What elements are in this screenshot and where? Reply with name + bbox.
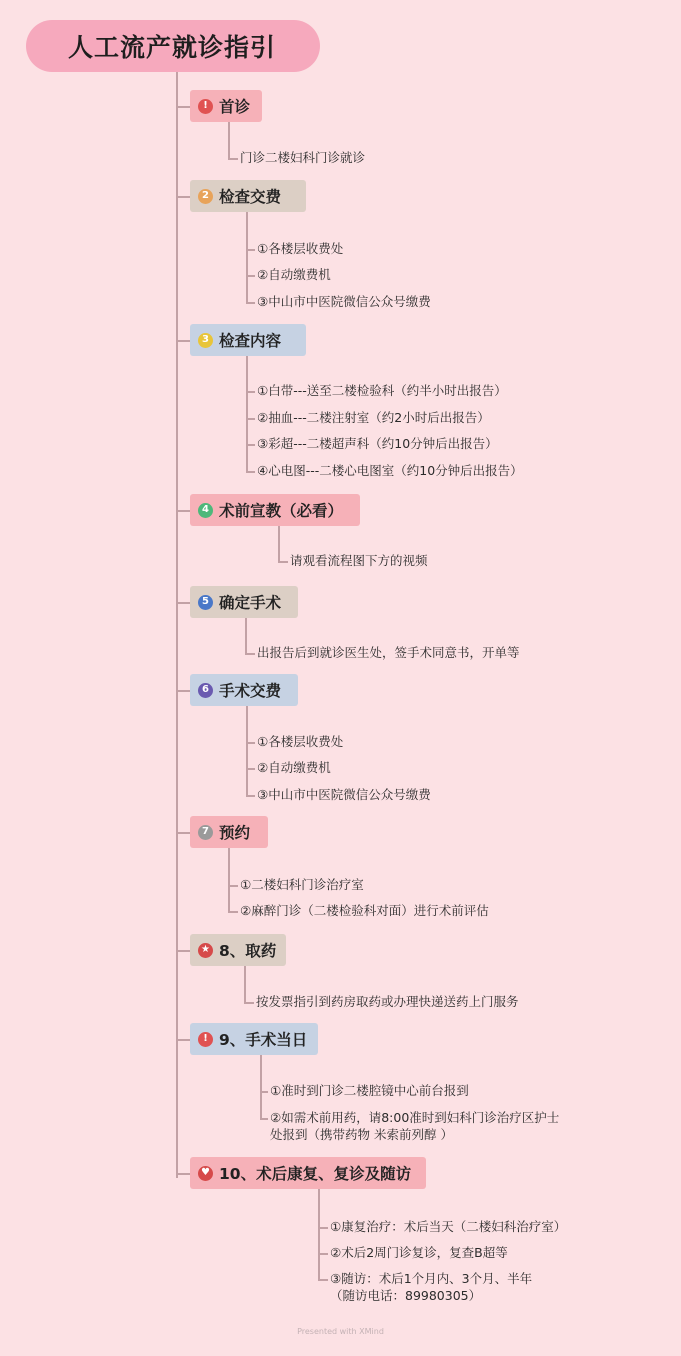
step-item: ②术后2周门诊复诊，复查B超等: [330, 1245, 508, 1260]
item-connector: [228, 848, 230, 911]
branch-connector: [176, 196, 190, 198]
item-branch: [246, 768, 255, 770]
step-item: ③彩超---二楼超声科（约10分钟后出报告）: [257, 436, 498, 451]
step-item: ④心电图---二楼心电图室（约10分钟后出报告）: [257, 463, 523, 478]
branch-connector: [176, 340, 190, 342]
footer-watermark: Presented with XMind: [297, 1327, 384, 1336]
item-connector: [278, 526, 280, 561]
branch-connector: [176, 602, 190, 604]
step-header-4[interactable]: [190, 494, 360, 526]
step-item: ③中山市中医院微信公众号缴费: [257, 294, 431, 309]
item-branch: [246, 444, 255, 446]
branch-connector: [176, 1039, 190, 1041]
step-title: 预约: [219, 824, 251, 842]
step-item: 出报告后到就诊医生处，签手术同意书，开单等: [257, 645, 520, 660]
step-title: 10、术后康复、复诊及随访: [219, 1165, 412, 1183]
step-item: ②自动缴费机: [257, 760, 331, 775]
item-connector: [246, 706, 248, 795]
item-branch: [246, 302, 255, 304]
step-title: 手术交费: [219, 682, 282, 700]
step-number-icon: 4: [198, 503, 213, 518]
step-number-icon: 7: [198, 825, 213, 840]
step-item: （随访电话：89980305）: [330, 1288, 482, 1303]
step-title: 8、取药: [219, 942, 277, 960]
title-banner: [26, 20, 320, 72]
step-item: 请观看流程图下方的视频: [290, 553, 428, 568]
item-branch: [245, 653, 255, 655]
step-header-2[interactable]: [190, 180, 306, 212]
step-item: ②自动缴费机: [257, 267, 331, 282]
item-branch: [318, 1253, 328, 1255]
item-branch: [246, 391, 255, 393]
item-branch: [246, 471, 255, 473]
item-connector: [246, 212, 248, 302]
step-title: 术前宣教（必看）: [219, 502, 344, 520]
step-number-icon: 2: [198, 189, 213, 204]
step-item: ②抽血---二楼注射室（约2小时后出报告）: [257, 410, 490, 425]
branch-connector: [176, 950, 190, 952]
branch-connector: [176, 1173, 190, 1175]
item-branch: [246, 418, 255, 420]
item-connector: [244, 966, 246, 1002]
step-number-icon: ♥: [198, 1166, 213, 1181]
step-header-1[interactable]: [190, 90, 262, 122]
step-number-icon: 6: [198, 683, 213, 698]
step-header-3[interactable]: [190, 324, 306, 356]
item-branch: [260, 1118, 268, 1120]
step-number-icon: ★: [198, 943, 213, 958]
step-header-6[interactable]: [190, 674, 298, 706]
step-item: ①康复治疗：术后当天（二楼妇科治疗室）: [330, 1219, 567, 1234]
item-branch: [228, 158, 238, 160]
item-connector: [260, 1055, 262, 1118]
item-connector: [228, 122, 230, 158]
step-number-icon: !: [198, 1032, 213, 1047]
branch-connector: [176, 106, 190, 108]
item-branch: [318, 1279, 328, 1281]
item-branch: [244, 1002, 254, 1004]
branch-connector: [176, 510, 190, 512]
step-title: 确定手术: [219, 594, 282, 612]
step-item: ①准时到门诊二楼腔镜中心前台报到: [270, 1083, 469, 1098]
item-connector: [318, 1189, 320, 1279]
step-header-10[interactable]: [190, 1157, 426, 1189]
step-number-icon: 3: [198, 333, 213, 348]
step-item: ③随访：术后1个月内、3个月、半年: [330, 1271, 533, 1286]
step-title: 首诊: [219, 98, 251, 116]
step-item: ②麻醉门诊（二楼检验科对面）进行术前评估: [240, 903, 489, 918]
item-branch: [278, 561, 288, 563]
step-header-7[interactable]: [190, 816, 268, 848]
step-title: 检查交费: [219, 188, 282, 206]
item-connector: [245, 618, 247, 653]
item-branch: [246, 275, 255, 277]
step-item: 门诊二楼妇科门诊就诊: [240, 150, 366, 165]
item-branch: [246, 742, 255, 744]
step-item: ①白带---送至二楼检验科（约半小时出报告）: [257, 383, 507, 398]
step-title: 9、手术当日: [219, 1031, 308, 1049]
step-item: ①各楼层收费处: [257, 241, 344, 256]
item-branch: [318, 1227, 328, 1229]
step-header-8[interactable]: [190, 934, 286, 966]
branch-connector: [176, 690, 190, 692]
item-branch: [260, 1091, 268, 1093]
step-item: ①二楼妇科门诊治疗室: [240, 877, 364, 892]
step-item: ①各楼层收费处: [257, 734, 344, 749]
step-header-5[interactable]: [190, 586, 298, 618]
item-branch: [246, 795, 255, 797]
item-connector: [246, 356, 248, 471]
step-number-icon: 5: [198, 595, 213, 610]
step-item: ②如需术前用药，请8:00准时到妇科门诊治疗区护士: [270, 1110, 560, 1125]
item-branch: [246, 249, 255, 251]
page-title: 人工流产就诊指引: [68, 33, 277, 62]
step-item: 按发票指引到药房取药或办理快递送药上门服务: [256, 994, 519, 1009]
step-item: ③中山市中医院微信公众号缴费: [257, 787, 431, 802]
step-number-icon: !: [198, 99, 213, 114]
item-branch: [228, 885, 238, 887]
branch-connector: [176, 832, 190, 834]
item-branch: [228, 911, 238, 913]
step-header-9[interactable]: [190, 1023, 318, 1055]
step-item: 处报到（携带药物 米索前列醇 ）: [270, 1127, 453, 1142]
connector-spine: [176, 72, 178, 1178]
step-title: 检查内容: [219, 332, 282, 350]
